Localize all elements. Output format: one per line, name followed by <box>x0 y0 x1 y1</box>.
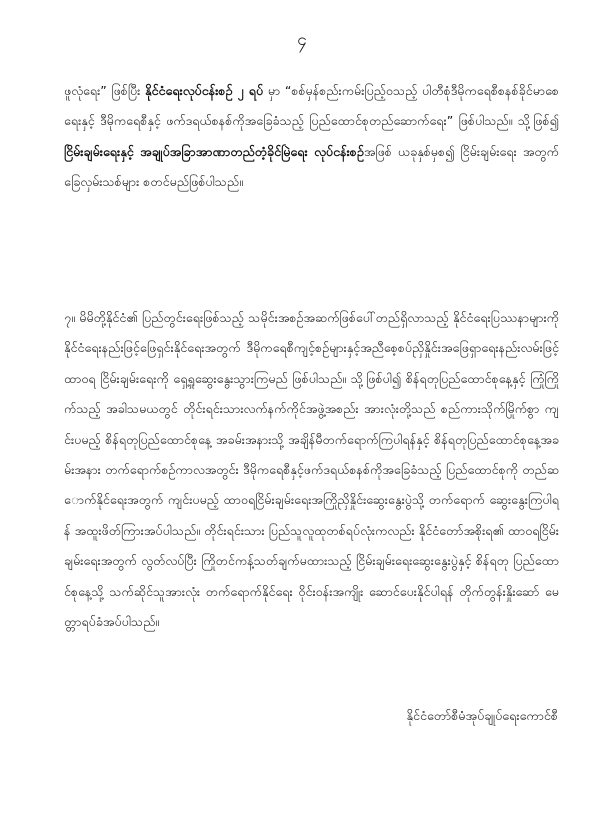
paragraph-1-text-b: မှာ “စစ်မှန်စည်းကမ်းပြည့်ဝသည့် ပါတီစုံဒီမိုကရေစီစနစ်ခိုင်မာစေရေးနှင့် ဒီမိုကရေစီနှင့် ဖက်ဒရယ်စနစ်ကိုအခြေခံသည့် ပြည်ထောင်စုတည်ဆောက်ရေး” ဖြစ်ပါသည်။ သို့ဖြစ်၍ <box>64 83 559 129</box>
signature-line: နိုင်ငံတော်စီမံအုပ်ချုပ်ရေးကောင်စီ <box>406 708 558 723</box>
paragraph-1-text-c: အဖြစ် ယခုနှစ်မှစ၍ ငြိမ်းချမ်းရေး အတွက် ခြေလှမ်းသစ်များ စတင်မည်ဖြစ်ပါသည်။ <box>64 143 559 190</box>
paragraph-1 <box>64 76 559 198</box>
page-number: ၄ <box>297 30 307 50</box>
paragraph-1-text-a: ဖူလုံရေး” ဖြစ်ပြီး <box>64 83 145 98</box>
paragraph-1-bold-b: ငြိမ်းချမ်းရေးနှင့် အချုပ်အခြာအာဏာတည်တံ့ခိုင်မြဲရေး လုပ်ငန်းစဉ် <box>64 143 364 159</box>
paragraph-7: ၇။ မိမိတို့နိုင်ငံ၏ ပြည်တွင်းရေးဖြစ်သည့် သမိုင်းအစဉ်အဆက်ဖြစ်ပေါ်တည်ရှိလာသည့် နိုင်ငံရေးပြဿနာများကို နိုင်ငံရေးနည်းဖြင့်ဖြေရှင်းနိုင်ရေးအတွက် ဒီမိုကရေစီကျင့်စဉ်များနှင့်အညီစေ့စပ်ညှိနှိုင်းအဖြေရှာရေးနည်းလမ်းဖြင့် ထာဝရ ငြိမ်းချမ်းရေးကို ရှေ့ရှုဆွေးနွေးသွားကြမည် ဖြစ်ပါသည်။ သို့ဖြစ်ပါ၍ စိန်ရတုပြည်ထောင်စုနေ့နှင့် ကြုံကြိုက်သည့် အခါသမယတွင် တိုင်းရင်းသားလက်နက်ကိုင်အဖွဲ့အစည်း အားလုံးတို့သည် စည်ကားသိုက်မြိုက်စွာ ကျင်းပမည့် စိန်ရတုပြည်ထောင်စုနေ့ အခမ်းအနားသို့ အချိန်မီတက်ရောက်ကြပါရန်နှင့် စိန်ရတုပြည်ထောင်စုနေ့အခမ်းအနား တက်ရောက်စဉ်ကာလအတွင်း ဒီမိုကရေစီနှင့်ဖက်ဒရယ်စနစ်ကိုအခြေခံသည့် ပြည်ထောင်စုကို တည်ဆောက်နိုင်ရေးအတွက် ကျင်းပမည့် ထာဝရငြိမ်းချမ်းရေးအကြိုညှိနှိုင်းဆွေးနွေးပွဲသို့ တက်ရောက် ဆွေးနွေးကြပါရန် အထူးဖိတ်ကြားအပ်ပါသည်။ တိုင်းရင်းသား ပြည်သူလူထုတစ်ရပ်လုံးကလည်း နိုင်ငံတော်အစိုးရ၏ ထာဝရငြိမ်းချမ်းရေးအတွက် လွတ်လပ်ပြီး ကြိုတင်ကန့်သတ်ချက်မထားသည့် ငြိမ်းချမ်းရေးဆွေးနွေးပွဲနှင့် စိန်ရတု ပြည်ထောင်စုနေ့သို့ သက်ဆိုင်သူအားလုံး တက်ရောက်နိုင်ရေး ဝိုင်းဝန်းအကျိုး ဆောင်ပေးနိုင်ပါရန် တိုက်တွန်းနှိုးဆော် မေတ္တာရပ်ခံအပ်ပါသည်။ <box>64 310 559 630</box>
paragraph-1-bold-a: နိုင်ငံရေးလုပ်ငန်းစဉ် ၂ ရပ် <box>145 83 264 98</box>
